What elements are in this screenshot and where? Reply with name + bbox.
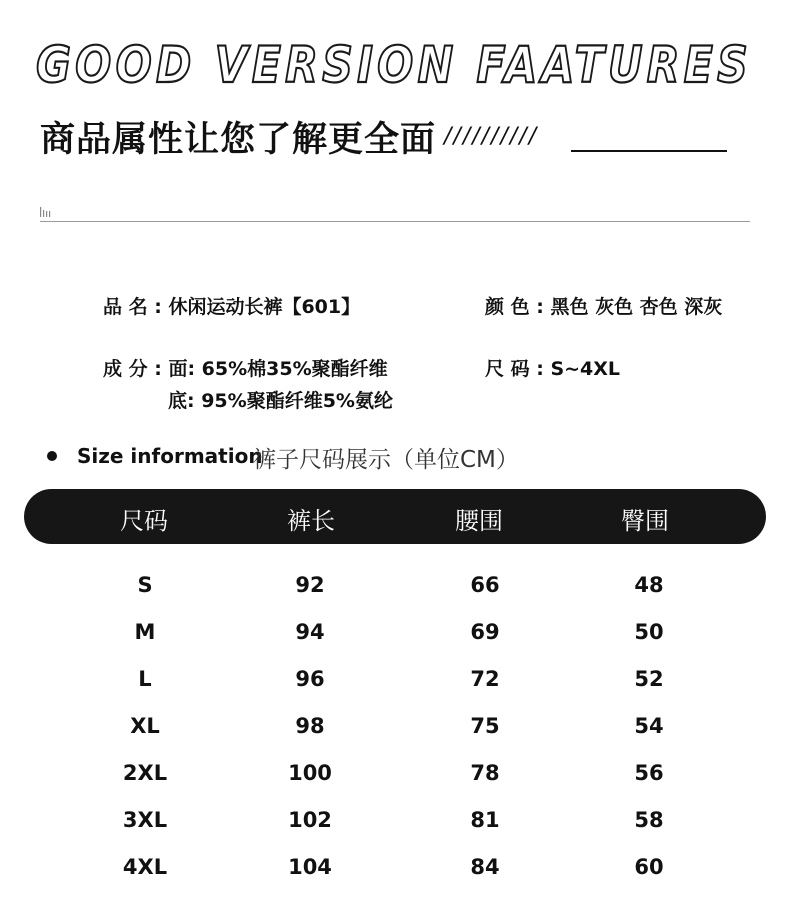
cell-waist: 72 [470,667,500,691]
banner-title [0,30,790,100]
composition-line-2: 底: 95%聚酯纤维5%氨纶 [168,390,393,412]
cell-length: 100 [288,761,332,785]
cell-hip: 58 [634,808,664,832]
header-length: 裤长 [287,507,335,535]
cell-hip: 60 [634,855,664,879]
cell-size: 2XL [122,761,168,785]
cell-size: M [134,620,156,644]
header-size: 尺码 [120,507,168,535]
color-row [485,292,722,319]
header-hip: 臀围 [621,507,669,535]
cell-size: S [137,573,153,597]
composition-row [103,354,388,381]
cell-length: 96 [295,667,325,691]
cell-waist: 84 [470,855,500,879]
size-info-subtitle: 裤子尺码展示（单位CM） [253,447,519,473]
bullet-dot-icon [47,451,57,461]
cell-length: 94 [295,620,325,644]
cell-waist: 81 [470,808,500,832]
section-subtitle: 商品属性让您了解更全面 [40,120,437,160]
cell-waist: 66 [470,573,500,597]
banner-title-text: GOOD VERSION FAATURES [36,36,752,94]
product-name-label: 品 名 : [103,296,162,318]
header-waist: 腰围 [455,507,503,535]
cell-waist: 69 [470,620,500,644]
cell-hip: 50 [634,620,664,644]
product-name-row [103,292,360,319]
cell-waist: 75 [470,714,500,738]
cell-length: 92 [295,573,325,597]
cell-length: 98 [295,714,325,738]
size-range-label: 尺 码 : [485,358,544,380]
size-info-title: Size information [77,444,263,468]
cell-size: 4XL [122,855,168,879]
cell-size: 3XL [122,808,168,832]
color-value: 黑色 灰色 杏色 深灰 [550,296,723,318]
size-range-row [485,354,620,381]
cell-length: 104 [288,855,332,879]
composition-line-1: 面: 65%棉35%聚酯纤维 [168,358,388,380]
size-range-value: S~4XL [550,358,621,380]
cell-hip: 52 [634,667,664,691]
cell-hip: 54 [634,714,664,738]
cell-size: L [138,667,152,691]
cell-waist: 78 [470,761,500,785]
subtitle-underline [571,150,727,152]
color-label: 颜 色 : [485,296,544,318]
cell-hip: 48 [634,573,664,597]
section-divider [40,221,750,222]
product-name-value: 休闲运动长裤【601】 [168,296,361,318]
size-table-header [24,489,766,544]
cell-hip: 56 [634,761,664,785]
subtitle-slashes: ////////// [444,124,539,149]
cell-length: 102 [288,808,332,832]
composition-label: 成 分 : [103,358,162,380]
tick-marks-icon [40,207,54,217]
cell-size: XL [130,714,160,738]
